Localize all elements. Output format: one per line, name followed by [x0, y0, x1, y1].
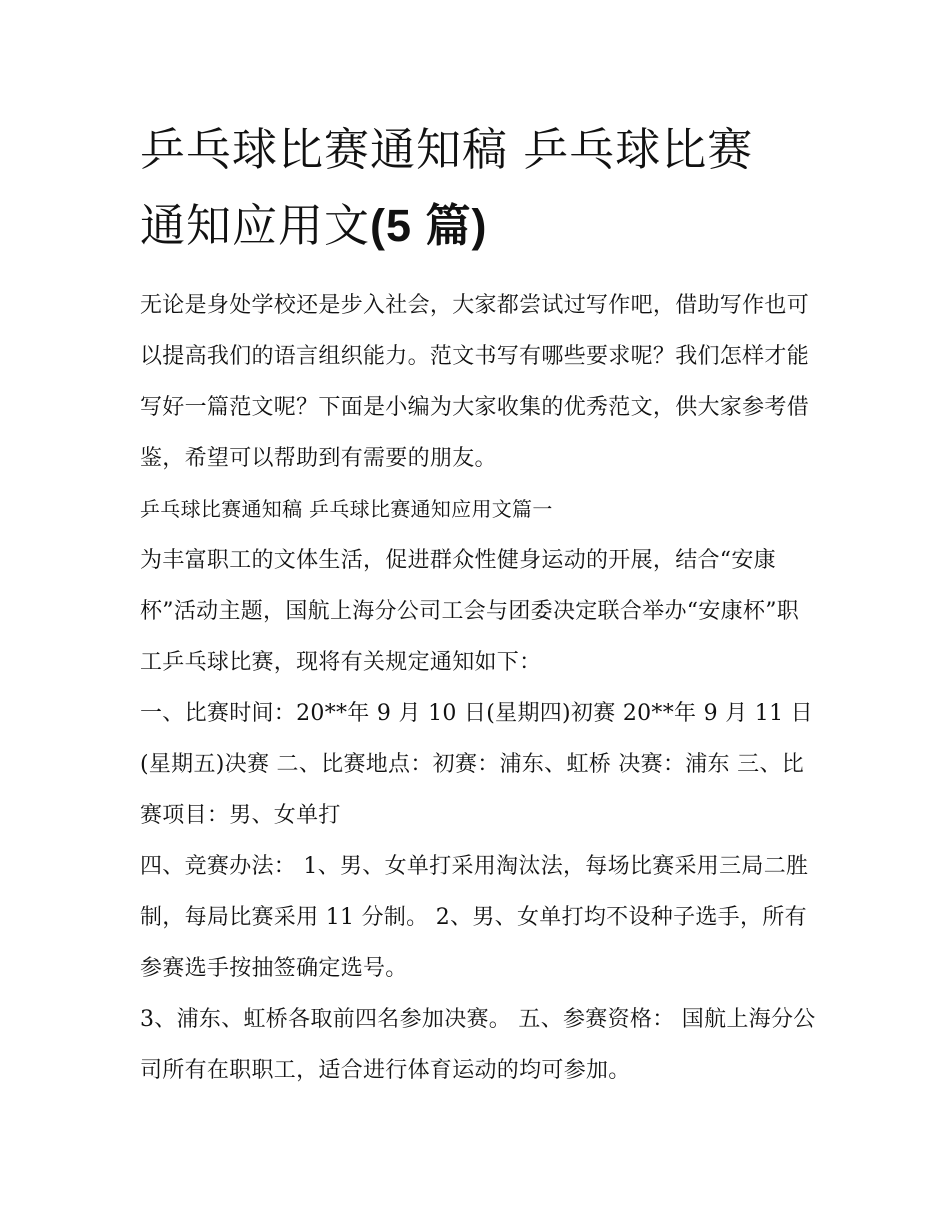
- eligibility-paragraph: 3、浦东、虹桥各取前四名参加决赛。 五、参赛资格： 国航上海分公司所有在职职工，适合进行体育运动的均可参加。: [140, 1007, 816, 1083]
- schedule-paragraph: 一、比赛时间：20**年 9 月 10 日(星期四)初赛 20**年 9 月 11 日(星期五)决赛 二、比赛地点：初赛：浦东、虹桥 决赛：浦东 三、比赛项目：男、女单打: [140, 701, 813, 828]
- section-heading: 乒乓球比赛通知稿 乒乓球比赛通知应用文篇一: [140, 497, 553, 521]
- notice-paragraph: 为丰富职工的文体生活，促进群众性健身运动的开展，结合“安康杯”活动主题，国航上海分公司工会与团委决定联合举办“安康杯”职工乒乓球比赛，现将有关规定通知如下：: [140, 548, 800, 675]
- intro-paragraph: 无论是身处学校还是步入社会，大家都尝试过写作吧，借助写作也可以提高我们的语言组织能力。范文书写有哪些要求呢？我们怎样才能写好一篇范文呢？下面是小编为大家收集的优秀范文，供大家参考借鉴，希望可以帮助到有需要的朋友。: [140, 293, 810, 471]
- title-line-2-text: 通知应用文: [140, 199, 371, 252]
- rules-paragraph: 四、竞赛办法： 1、男、女单打采用淘汰法，每场比赛采用三局二胜制，每局比赛采用 11 分制。 2、男、女单打均不设种子选手，所有参赛选手按抽签确定选号。: [140, 854, 809, 981]
- document-body: [140, 280, 820, 1096]
- document-title: [140, 112, 820, 264]
- title-line-2-count: (5 篇): [370, 200, 488, 251]
- title-line-1: 乒乓球比赛通知稿 乒乓球比赛: [140, 123, 754, 176]
